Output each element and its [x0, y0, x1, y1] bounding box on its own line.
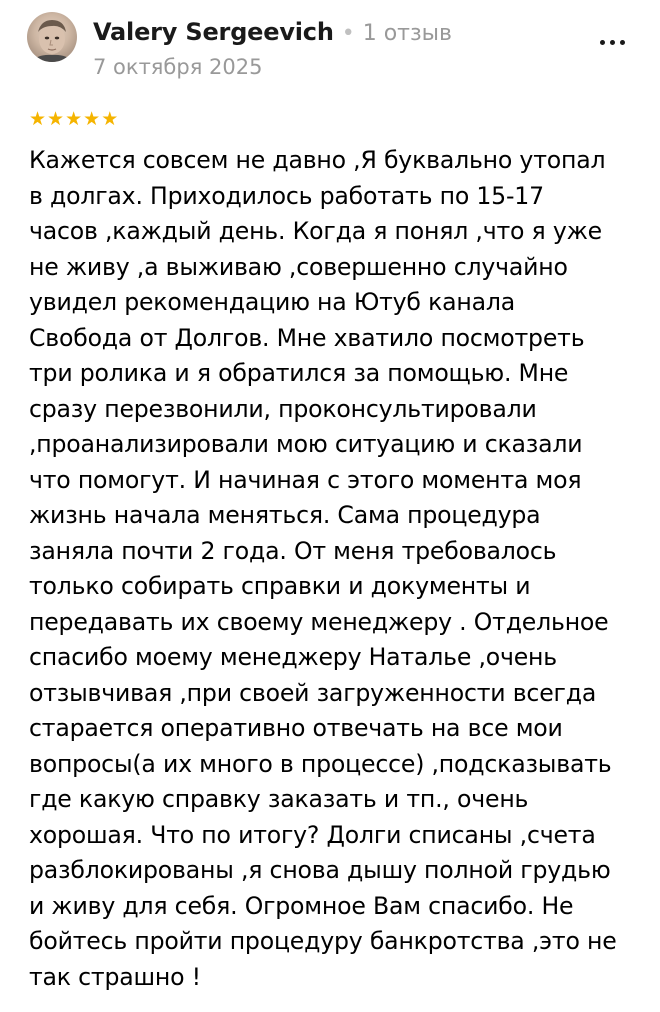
review-count: 1 отзыв — [362, 21, 453, 46]
review-text-line: бойтесь пройти процедуру банкротства ,это не — [29, 927, 617, 955]
avatar[interactable] — [27, 12, 77, 62]
review-text-line: Свобода от Долгов. Мне хватило посмотреть — [29, 323, 585, 352]
more-horizontal-icon-dot — [610, 40, 615, 45]
star-icon: ★ — [65, 108, 83, 130]
more-options-button[interactable] — [592, 36, 632, 48]
review-text-line: передавать их своему менеджеру . Отдельное — [29, 607, 609, 636]
review-text-line: заняла почти 2 года. От меня требовалось — [29, 536, 557, 565]
review-text-line: увидел рекомендацию на Ютуб канала — [29, 288, 515, 316]
review-text-line: вопросы(а их много в процессе) ,подсказывать — [29, 749, 612, 778]
review-text-line: только собирать справки и документы и — [29, 572, 531, 600]
review-text-line: не живу ,а выживаю ,совершенно случайно — [29, 252, 568, 281]
review-text-line: часов ,каждый день. Когда я понял ,что я уже — [29, 217, 602, 245]
review-text-line: где какую справку заказать и тп., очень — [29, 785, 529, 813]
star-icon: ★ — [83, 108, 101, 130]
star-icon: ★ — [29, 108, 47, 130]
review-date: 7 октября 2025 — [93, 55, 263, 79]
review-text-line: разблокированы ,я снова дышу полной грудью — [29, 856, 611, 884]
more-horizontal-icon-dot — [600, 40, 605, 45]
review-text — [29, 143, 641, 995]
review-text-line: и живу для себя. Огромное Вам спасибо. Не — [29, 891, 574, 920]
star-icon: ★ — [101, 108, 119, 130]
star-rating — [29, 110, 118, 129]
review-text-line: хорошая. Что по итогу? Долги списаны ,счета — [29, 820, 596, 849]
review-text-line: ,проанализировали мою ситуацию и сказали — [29, 430, 583, 458]
separator-dot: • — [341, 21, 355, 46]
review-text-line: так страшно ! — [29, 962, 201, 991]
star-icon: ★ — [47, 108, 65, 130]
author-line — [93, 18, 452, 46]
user-photo-icon — [27, 12, 77, 62]
more-horizontal-icon-dot — [620, 40, 625, 45]
review-text-line: три ролика и я обратился за помощью. Мне — [29, 359, 569, 387]
review-text-line: отзывчивая ,при своей загруженности всегда — [29, 678, 597, 707]
review-text-line: жизнь начала меняться. Сама процедура — [29, 501, 541, 529]
review-text-line: спасибо моему менеджеру Наталье ,очень — [29, 643, 557, 671]
review-text-line: сразу перезвонили, проконсультировали — [29, 394, 537, 423]
review-text-line: старается оперативно отвечать на все мои — [29, 714, 563, 742]
review-text-line: в долгах. Приходилось работать по 15-17 — [29, 181, 544, 210]
review-text-line: Кажется совсем не давно ,Я буквально утопал — [29, 146, 606, 174]
review-text-line: что помогут. И начиная с этого момента моя — [29, 465, 582, 494]
author-name[interactable]: Valery Sergeevich — [93, 18, 334, 46]
